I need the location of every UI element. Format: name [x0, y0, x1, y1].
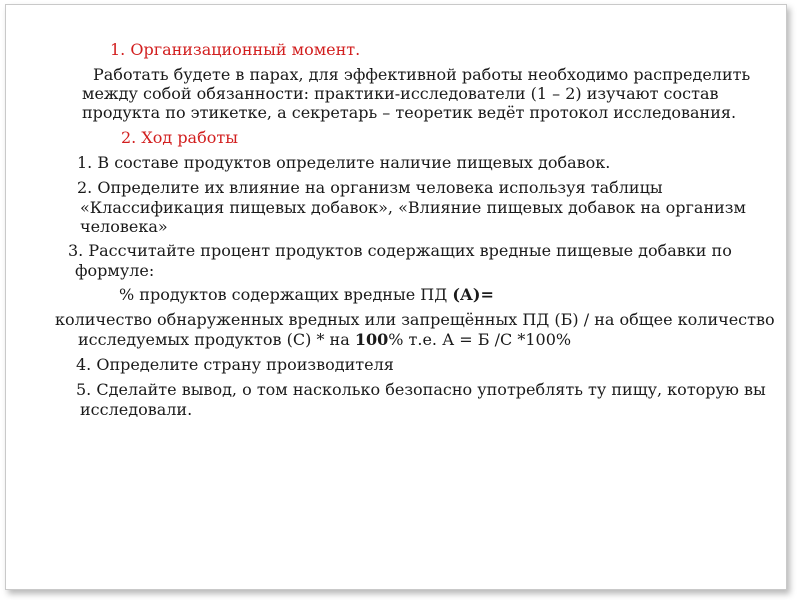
step-1: 1. В составе продуктов определите наличие пищевых добавок.	[77, 153, 611, 172]
formula-line-3-tail: % т.е. А = Б /С *100%	[388, 330, 572, 349]
step-4: 4. Определите страну производителя	[76, 355, 394, 374]
section2-heading: 2. Ход работы	[121, 128, 238, 147]
section1-heading: 1. Организационный момент.	[110, 40, 361, 59]
step-2-line-3: человека»	[80, 217, 168, 236]
step-3-line-2: формуле:	[75, 261, 155, 280]
step-5-line-1: 5. Сделайте вывод, о том насколько безопасно употреблять ту пищу, которую вы	[76, 380, 766, 399]
section1-paragraph-line-1: Работать будете в парах, для эффективной работы необходимо распределить	[93, 65, 751, 84]
step-3-line-1: 3. Рассчитайте процент продуктов содержащих вредные пищевые добавки по	[68, 241, 732, 260]
step-5-line-2: исследовали.	[80, 400, 193, 419]
formula-line-1-bold: (А)=	[452, 285, 494, 304]
formula-line-2: количество обнаруженных вредных или запрещённых ПД (Б) / на общее количество	[55, 310, 775, 329]
formula-line-3-bold: 100	[354, 330, 389, 349]
step-2-line-1: 2. Определите их влияние на организм человека используя таблицы	[77, 178, 663, 197]
section1-paragraph-line-2: между собой обязанности: практики-исследователи (1 – 2) изучают состав	[82, 84, 719, 103]
formula-line-3-text: исследуемых продуктов (С) * на	[78, 330, 355, 349]
formula-line-1-text: % продуктов содержащих вредные ПД	[119, 285, 453, 304]
step-2-line-2: «Классификация пищевых добавок», «Влияние пищевых добавок на организм	[80, 198, 746, 217]
formula-line-1	[119, 285, 494, 304]
section1-paragraph-line-3: продукта по этикетке, а секретарь – теоретик ведёт протокол исследования.	[82, 103, 737, 122]
formula-line-3	[78, 330, 571, 349]
